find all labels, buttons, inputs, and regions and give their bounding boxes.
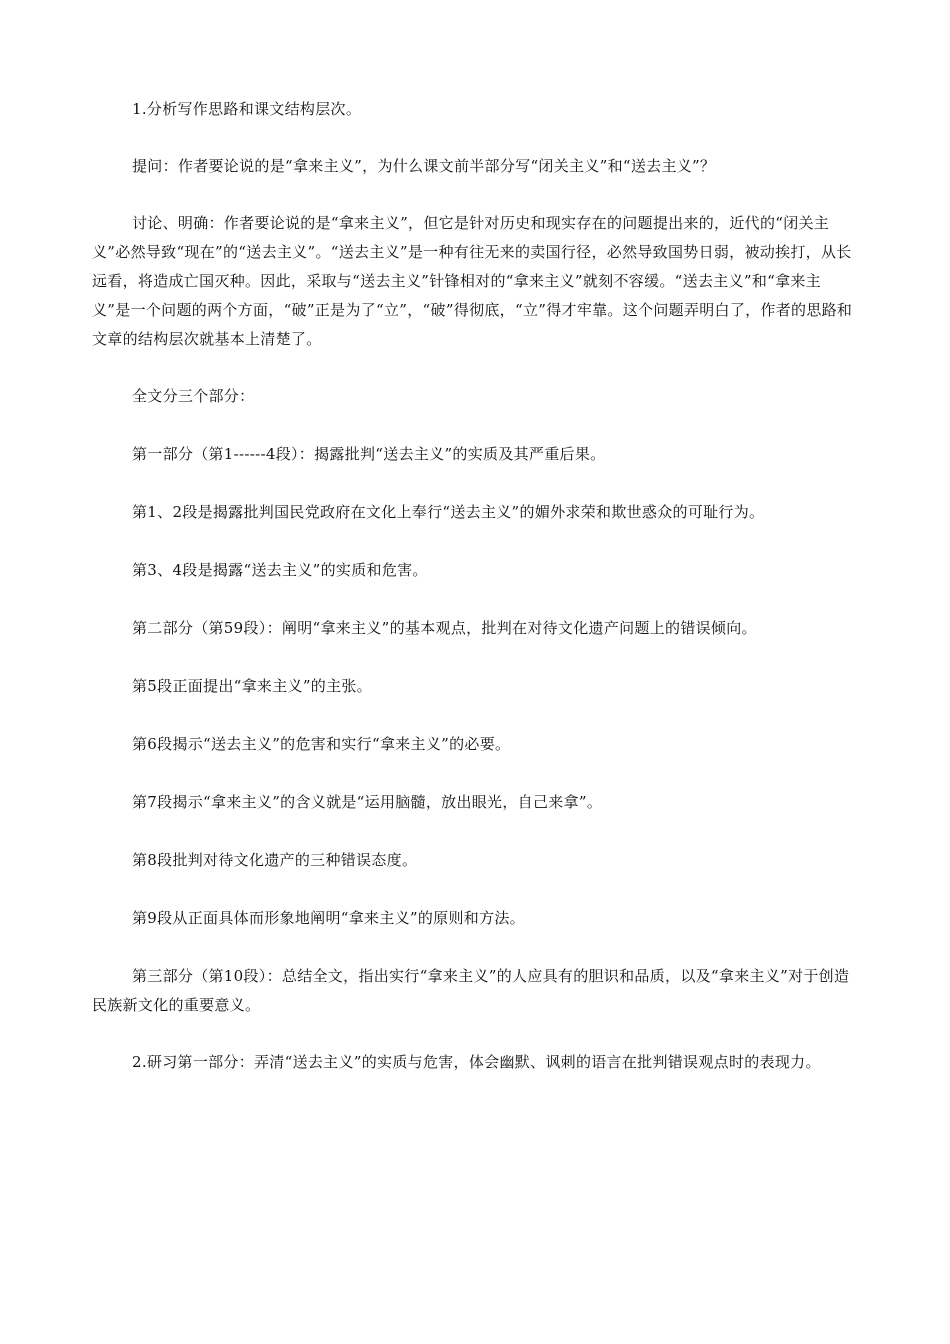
paragraph-6: 第1、2段是揭露批判国民党政府在文化上奉行“送去主义”的媚外求荣和欺世惑众的可耻行为。: [132, 503, 765, 521]
paragraph-1: 1.分析写作思路和课文结构层次。: [132, 100, 362, 118]
paragraph-12: 第8段批判对待文化遗产的三种错误态度。: [132, 851, 418, 869]
paragraph-10: 第6段揭示“送去主义”的危害和实行“拿来主义”的必要。: [132, 735, 511, 753]
paragraph-3: 讨论、明确：作者要论说的是“拿来主义”，但它是针对历史和现实存在的问题提出来的，近代的“闭关主义”必然导致“现在”的“送去主义”。“送去主义”是一种有往无来的卖国行径，必然导致国势日弱，被动挨打，从长远看，将造成亡国灭种。因此，采取与“送去主义”针锋相对的“拿来主义”就刻不容缓。“送去主义”和“拿来主义”是一个问题的两个方面，“破”正是为了“立”，“破”得彻底，“立”得才牢靠。这个问题弄明白了，作者的思路和文章的结构层次就基本上清楚了。: [92, 214, 853, 348]
paragraph-7: 第3、4段是揭露“送去主义”的实质和危害。: [132, 561, 428, 579]
paragraph-14: 第三部分（第10段）：总结全文，指出实行“拿来主义”的人应具有的胆识和品质，以及“拿来主义”对于创造民族新文化的重要意义。: [92, 967, 850, 1014]
paragraph-8: 第二部分（第59段）：阐明“拿来主义”的基本观点，批判在对待文化遗产问题上的错误倾向。: [132, 619, 757, 637]
paragraph-5: 第一部分（第1------4段）：揭露批判“送去主义”的实质及其严重后果。: [132, 445, 606, 463]
paragraph-15: 2.研习第一部分：弄清“送去主义”的实质与危害，体会幽默、讽刺的语言在批判错误观点时的表现力。: [132, 1053, 821, 1071]
paragraph-4: 全文分三个部分：: [132, 387, 255, 405]
paragraph-9: 第5段正面提出“拿来主义”的主张。: [132, 677, 372, 695]
document-body: [92, 95, 858, 1077]
paragraph-13: 第9段从正面具体而形象地阐明“拿来主义”的原则和方法。: [132, 909, 525, 927]
paragraph-11: 第7段揭示“拿来主义”的含义就是“运用脑髓，放出眼光，自己来拿”。: [132, 793, 603, 811]
paragraph-2: 提问：作者要论说的是“拿来主义”，为什么课文前半部分写“闭关主义”和“送去主义”？: [132, 157, 716, 175]
